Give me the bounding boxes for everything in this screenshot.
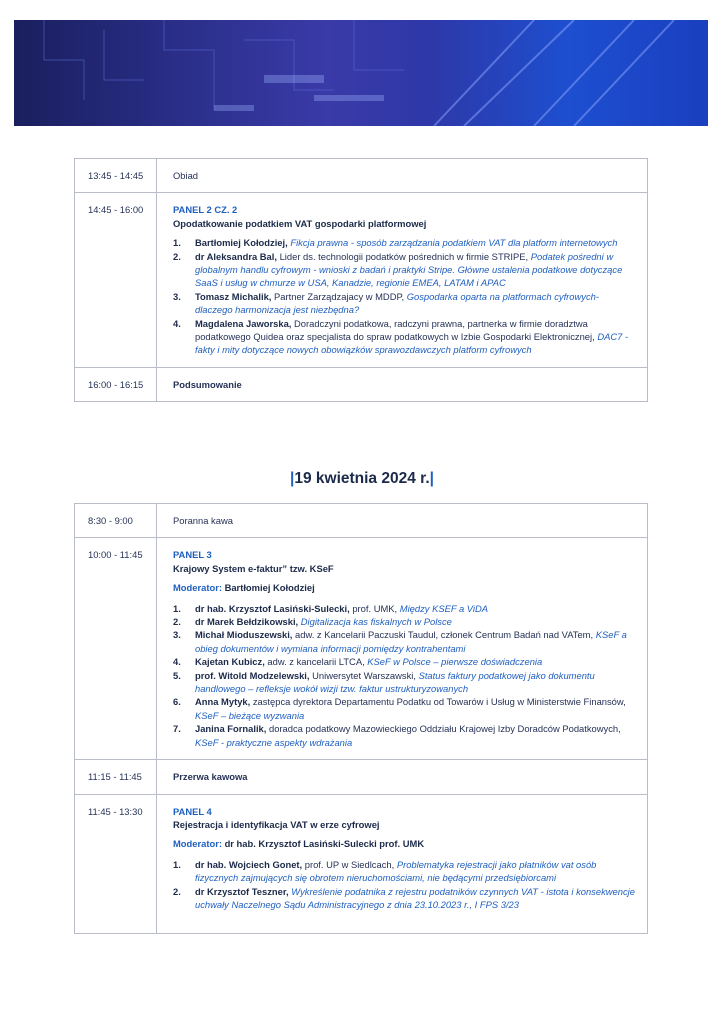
list-item [173, 317, 639, 357]
speaker-role: Uniwersytet Warszawski, [312, 669, 416, 681]
date-text: 19 kwietnia 2024 r. [294, 470, 430, 487]
moderator-name: Bartłomiej Kołodziej [224, 582, 315, 594]
speaker-role: adw. z kancelarii LTCA, [267, 656, 365, 668]
speaker-list [173, 602, 639, 749]
item-number: 2. [173, 616, 181, 628]
list-item [173, 722, 639, 749]
session-label: Przerwa kawowa [157, 760, 648, 794]
speaker-name: Anna Mytyk, [195, 696, 251, 708]
item-number: 4. [173, 317, 181, 329]
item-number: 4. [173, 656, 181, 668]
talk-title: KSeF a obieg dokumentów i wymiana informacji pomiędzy kontrahentami [195, 629, 627, 654]
item-number: 1. [173, 237, 181, 249]
table-row [75, 367, 648, 401]
item-number: 6. [173, 696, 181, 708]
speaker-name: Tomasz Michalik, [195, 290, 272, 302]
item-number: 2. [173, 885, 181, 897]
moderator-name: dr hab. Krzysztof Lasiński-Sulecki prof. UMK [224, 838, 425, 850]
item-number: 1. [173, 602, 181, 614]
speaker-role: prof. UMK, [352, 602, 398, 614]
divider-bar: | [290, 470, 295, 487]
table-row [75, 159, 648, 193]
table-row [75, 760, 648, 794]
session-label: Podsumowanie [157, 367, 648, 401]
item-number: 7. [173, 723, 181, 735]
panel-title: Rejestracja i identyfikacja VAT w erze cyfrowej [173, 818, 380, 830]
speaker-name: dr Aleksandra Bal, [195, 250, 277, 262]
list-item [173, 290, 639, 317]
panel-cell [157, 538, 648, 760]
moderator [173, 581, 639, 594]
panel-title: Opodatkowanie podatkiem VAT gospodarki platformowej [173, 217, 427, 229]
panel-label: PANEL 4 [173, 805, 212, 817]
speaker-role: adw. z Kancelarii Paczuski Taudul, członek Centrum Badań nad VATem, [295, 629, 594, 641]
speaker-name: dr Krzysztof Teszner, [195, 885, 289, 897]
list-item [173, 885, 639, 912]
speaker-role: prof. UP w Siedlcach, [304, 858, 395, 870]
time-cell: 11:15 - 11:45 [75, 760, 157, 794]
talk-title: Wykreślenie podatnika z rejestru podatników czynnych VAT - istota i konsekwencje uchwały Naczelnego Sądu Administracyjnego z dnia 23.10.2023 r., I FPS 3/23 [195, 885, 635, 910]
speaker-name: Bartłomiej Kołodziej, [195, 237, 288, 249]
speaker-name: Magdalena Jaworska, [195, 317, 292, 329]
speaker-name: prof. Witold Modzelewski, [195, 669, 310, 681]
speaker-name: dr hab. Wojciech Gonet, [195, 858, 303, 870]
session-label: Obiad [157, 159, 648, 193]
panel-cell [157, 193, 648, 367]
speaker-name: Michał Mioduszewski, [195, 629, 293, 641]
talk-title: KSeF w Polsce – pierwsze doświadczenia [367, 656, 543, 668]
talk-title: Gospodarka oparta na platformach cyfrowych- dlaczego harmonizacja jest niezbędna? [195, 290, 599, 316]
banner-pattern [14, 20, 708, 126]
divider-bar: | [429, 470, 434, 487]
speaker-name: Janina Fornalik, [195, 723, 267, 735]
talk-title: Między KSEF a ViDA [399, 602, 488, 614]
time-cell: 10:00 - 11:45 [75, 538, 157, 760]
panel-cell [157, 794, 648, 934]
time-cell: 14:45 - 16:00 [75, 193, 157, 367]
speaker-name: Kajetan Kubicz, [195, 656, 265, 668]
speaker-role: Partner Zarządzajacy w MDDP, [274, 290, 405, 302]
list-item [173, 602, 639, 615]
speaker-name: dr hab. Krzysztof Lasiński-Sulecki, [195, 602, 350, 614]
speaker-role: zastępca dyrektora Departamentu Podatku od Towarów i Usług w Ministerstwie Finansów, [252, 696, 626, 708]
time-cell: 11:45 - 13:30 [75, 794, 157, 934]
table-row [75, 794, 648, 934]
moderator-label: Moderator: [173, 838, 222, 850]
item-number: 1. [173, 858, 181, 870]
schedule-table-day1 [74, 158, 648, 402]
table-row [75, 193, 648, 367]
talk-title: KSeF - praktyczne aspekty wdrażania [195, 736, 353, 748]
speaker-name: dr Marek Bełdzikowski, [195, 616, 299, 628]
item-number: 5. [173, 669, 181, 681]
table-row [75, 538, 648, 760]
table-row [75, 504, 648, 538]
time-cell: 8:30 - 9:00 [75, 504, 157, 538]
speaker-list [173, 858, 639, 912]
speaker-list [173, 236, 639, 357]
panel-label: PANEL 2 CZ. 2 [173, 204, 238, 216]
panel-label: PANEL 3 [173, 549, 212, 561]
talk-title: DAC7 - fakty i mity dotyczące nowych obowiązków sprawozdawczych platform cyfrowych [195, 331, 629, 356]
speaker-role: doradca podatkowy Mazowieckiego Oddziału Krajowej Izby Doradców Podatkowych, [268, 723, 621, 735]
item-number: 3. [173, 629, 181, 641]
panel-title: Krajowy System e-faktur” tzw. KSeF [173, 562, 334, 574]
header-banner [14, 20, 708, 126]
list-item [173, 250, 639, 290]
schedule-table-day2 [74, 503, 648, 934]
time-cell: 16:00 - 16:15 [75, 367, 157, 401]
list-item [173, 615, 639, 628]
list-item [173, 655, 639, 668]
moderator [173, 837, 639, 850]
moderator-label: Moderator: [173, 582, 222, 594]
speaker-role: Doradczyni podatkowa, radczyni prawna, partnerka w firmie doradztwa podatkowego Quidea oraz specjalista do spraw podatkowych w Izbie Gospodarki Elektronicznej, [195, 317, 595, 343]
talk-title: Podatek pośredni w globalnym handlu cyfrowym - wnioski z badań i praktyki Stripe. Główne ustalenia podatkowe dotyczące SaaS i usług w chmurze w USA, Kanadzie, regionie EMEA, LATAM i APAC [195, 250, 623, 289]
time-cell: 13:45 - 14:45 [75, 159, 157, 193]
list-item [173, 695, 639, 722]
talk-title: KSeF – bieżące wyzwania [195, 709, 305, 721]
date-heading [0, 470, 724, 488]
list-item [173, 628, 639, 655]
list-item [173, 669, 639, 696]
talk-title: Status faktury podatkowej jako dokumentu handlowego – refleksje wokół wizji tzw. faktur ustrukturyzowanych [195, 669, 595, 695]
item-number: 3. [173, 290, 181, 302]
session-label: Poranna kawa [157, 504, 648, 538]
talk-title: Fikcja prawna - sposób zarządzania podatkiem VAT dla platform internetowych [290, 237, 618, 249]
list-item [173, 858, 639, 885]
speaker-role: Lider ds. technologii podatków pośrednich w firmie STRIPE, [279, 250, 529, 262]
item-number: 2. [173, 250, 181, 262]
talk-title: Digitalizacja kas fiskalnych w Polsce [300, 616, 452, 628]
talk-title: Problematyka rejestracji jako płatników vat osób fizycznych zajmujących się obrotem nieruchomościami, nie będącymi przedsiębiorcami [195, 858, 597, 884]
list-item [173, 236, 639, 249]
